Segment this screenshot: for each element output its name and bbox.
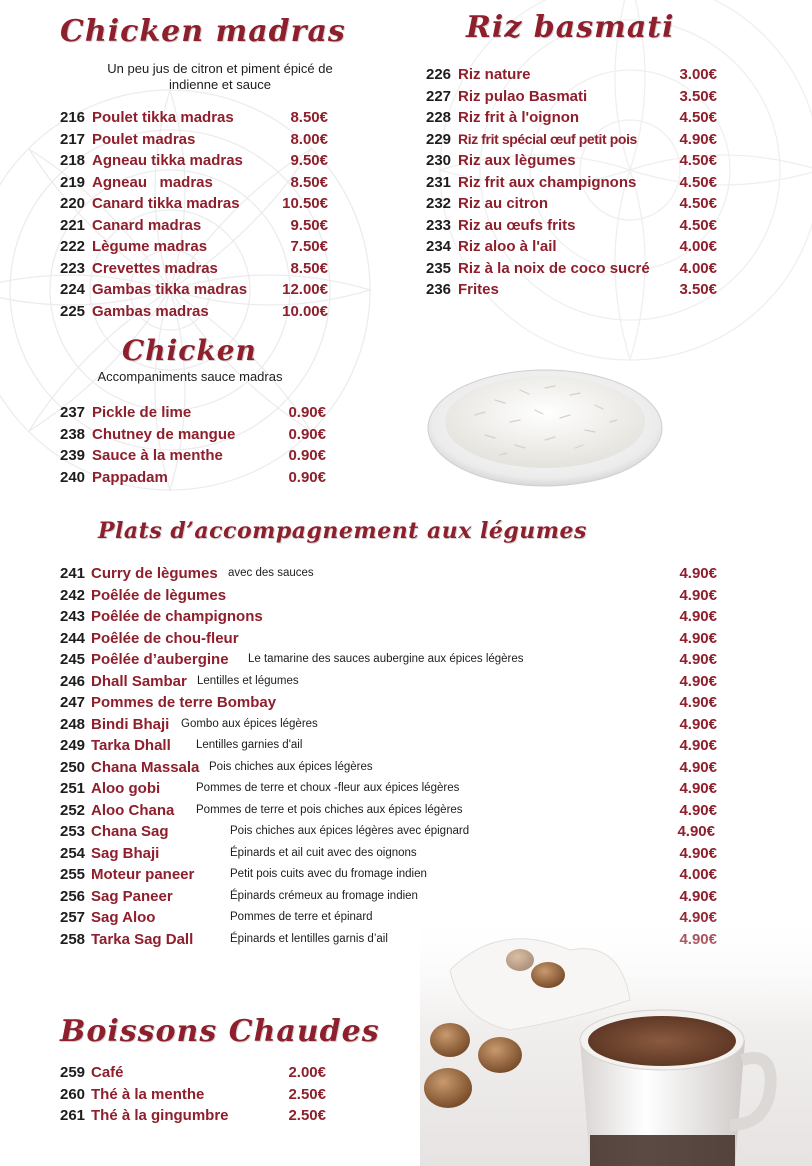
- menu-item: [60, 467, 326, 488]
- menu-item: [60, 585, 717, 606]
- item-description: Lentilles et légumes: [197, 674, 299, 687]
- chicken-madras-subtitle-line1: Un peu jus de citron et piment épicé de: [107, 61, 333, 76]
- item-name: Canard tikka madras: [92, 195, 240, 212]
- item-name: Riz frit spécial œuf petit pois: [458, 130, 637, 147]
- item-number: 237: [60, 404, 86, 421]
- item-name: Pommes de terre Bombay: [91, 694, 277, 711]
- item-number: 246: [60, 672, 86, 690]
- item-name: Riz aux lègumes: [458, 152, 576, 169]
- chicken-madras-subtitle-line2: indienne et sauce: [169, 77, 271, 92]
- item-name: Sag Paneer: [91, 887, 173, 905]
- item-price: 8.50€: [290, 173, 328, 191]
- item-price: 4.90€: [679, 130, 717, 148]
- menu-item: [60, 757, 717, 778]
- menu-item: [60, 258, 328, 279]
- legumes-title: Plats d’accompagnement aux légumes: [98, 518, 587, 544]
- item-number: 244: [60, 629, 86, 647]
- item-name: Aloo gobi: [91, 780, 161, 797]
- item-price: 2.50€: [288, 1085, 326, 1103]
- item-number: 259: [60, 1064, 86, 1081]
- item-price: 9.50€: [290, 152, 328, 169]
- item-number: 222: [60, 238, 86, 255]
- item-description: avec des sauces: [228, 567, 314, 579]
- rice-bowl-image: [425, 360, 665, 490]
- menu-item: [60, 843, 717, 864]
- item-name: Riz frit aux champignons: [458, 173, 637, 191]
- item-price: 4.90€: [679, 887, 717, 905]
- item-price: 4.90€: [677, 823, 715, 840]
- item-name: Curry de lègumes: [91, 565, 218, 582]
- item-number: 232: [426, 195, 452, 212]
- menu-item: [60, 628, 717, 649]
- item-number: 233: [426, 216, 452, 234]
- item-price: 4.50€: [679, 216, 717, 234]
- item-number: 261: [60, 1107, 86, 1124]
- menu-item: [426, 215, 717, 236]
- item-number: 216: [60, 109, 86, 126]
- item-number: 249: [60, 737, 86, 754]
- menu-item: [60, 671, 717, 692]
- item-name: Gambas tikka madras: [92, 281, 248, 298]
- item-number: 217: [60, 130, 86, 148]
- item-price: 4.90€: [679, 651, 717, 668]
- item-description: Petit pois cuits avec du fromage indien: [230, 868, 427, 880]
- item-name: Agneau madras: [92, 173, 213, 191]
- item-number: 257: [60, 909, 86, 926]
- item-number: 225: [60, 302, 86, 320]
- item-number: 245: [60, 651, 86, 668]
- item-name: Aloo Chana: [91, 801, 175, 819]
- item-price: 2.50€: [288, 1107, 326, 1124]
- menu-item: [426, 86, 717, 107]
- menu-item: [60, 606, 717, 627]
- item-price: 4.90€: [679, 608, 717, 625]
- menu-item: [60, 236, 328, 257]
- item-name: Tarka Sag Dall: [91, 930, 194, 948]
- item-price: 3.50€: [679, 87, 717, 105]
- item-description: Épinards et ail cuit avec des oignons: [230, 846, 417, 859]
- item-name: Frites: [458, 281, 499, 298]
- menu-item: [60, 735, 717, 756]
- item-name: Dhall Sambar: [91, 672, 187, 690]
- item-number: 243: [60, 608, 86, 625]
- item-name: Riz à la noix de coco sucré: [458, 259, 650, 277]
- menu-item: [60, 1084, 326, 1105]
- riz-basmati-title: Riz basmati: [466, 10, 675, 45]
- item-number: 223: [60, 259, 86, 277]
- item-number: 231: [426, 173, 452, 191]
- menu-item: [60, 193, 328, 214]
- item-number: 258: [60, 930, 86, 948]
- item-price: 0.90€: [288, 404, 326, 421]
- menu-item: [60, 301, 328, 322]
- item-price: 10.00€: [282, 302, 328, 320]
- item-description: Pois chiches aux épices légères: [209, 760, 373, 773]
- menu-item: [426, 129, 717, 150]
- item-name: Riz au œufs frits: [458, 216, 576, 234]
- item-number: 227: [426, 87, 452, 105]
- menu-item: [60, 800, 717, 821]
- boissons-title: Boissons Chaudes: [60, 1014, 380, 1049]
- item-name: Poêlée de champignons: [91, 608, 263, 625]
- item-price: 12.00€: [282, 281, 328, 298]
- chicken-madras-title: Chicken madras: [60, 14, 346, 49]
- item-price: 8.50€: [290, 109, 328, 126]
- item-number: 242: [60, 586, 86, 604]
- menu-item: [60, 1105, 326, 1126]
- item-price: 4.90€: [679, 844, 717, 862]
- menu-item: [60, 215, 328, 236]
- item-number: 219: [60, 173, 86, 191]
- item-number: 230: [426, 152, 452, 169]
- item-name: Pickle de lime: [92, 404, 192, 421]
- item-description: Pommes de terre et choux -fleur aux épices légères: [196, 782, 460, 794]
- item-name: Riz aloo à l'ail: [458, 238, 557, 255]
- item-number: 226: [426, 66, 452, 83]
- menu-item: [60, 402, 326, 423]
- menu-item: [60, 445, 326, 466]
- menu-item: [426, 172, 717, 193]
- item-name: Thé à la gingumbre: [91, 1107, 229, 1124]
- menu-item: [60, 107, 328, 128]
- item-number: 241: [60, 565, 86, 582]
- item-price: 4.90€: [679, 672, 717, 690]
- item-price: 4.00€: [679, 238, 717, 255]
- menu-item: [60, 714, 717, 735]
- menu-item: [60, 1062, 326, 1083]
- item-name: Gambas madras: [92, 302, 209, 320]
- item-price: 4.90€: [679, 715, 717, 733]
- item-price: 4.90€: [679, 694, 717, 711]
- item-price: 4.90€: [679, 780, 717, 797]
- item-price: 3.50€: [679, 281, 717, 298]
- menu-item: [60, 778, 717, 799]
- menu-item: [426, 193, 717, 214]
- menu-item: [60, 649, 717, 670]
- menu-item: [60, 821, 717, 842]
- item-name: Sag Bhaji: [91, 844, 160, 862]
- item-name: Moteur paneer: [91, 866, 195, 883]
- item-name: Riz nature: [458, 66, 531, 83]
- item-number: 218: [60, 152, 86, 169]
- item-name: Poêlée d’aubergine: [91, 651, 229, 668]
- item-name: Poulet madras: [92, 130, 196, 148]
- menu-item: [60, 692, 717, 713]
- item-number: 240: [60, 468, 86, 486]
- item-name: Crevettes madras: [92, 259, 218, 277]
- item-name: Riz frit à l'oignon: [458, 109, 580, 126]
- item-name: Tarka Dhall: [91, 737, 171, 754]
- item-price: 4.90€: [679, 801, 717, 819]
- item-price: 4.50€: [679, 109, 717, 126]
- item-price: 4.90€: [679, 737, 717, 754]
- item-number: 236: [426, 281, 452, 298]
- item-name: Poêlée de lègumes: [91, 586, 227, 604]
- chicken-subtitle: Accompaniments sauce madras: [97, 369, 283, 384]
- menu-item: [426, 150, 717, 171]
- item-name: Café: [91, 1064, 124, 1081]
- item-name: Thé à la menthe: [91, 1085, 205, 1103]
- menu-item: [60, 886, 717, 907]
- item-price: 4.50€: [679, 195, 717, 212]
- item-name: Pappadam: [92, 468, 168, 486]
- menu-item: [426, 279, 717, 300]
- menu-item: [60, 279, 328, 300]
- menu-item: [426, 258, 717, 279]
- menu-item: [60, 172, 328, 193]
- menu-item: [426, 64, 717, 85]
- item-description: Épinards et lentilles garnis d’ail: [230, 932, 388, 945]
- item-name: Riz au citron: [458, 195, 549, 212]
- item-description: Lentilles garnies d'ail: [196, 739, 303, 751]
- item-number: 220: [60, 195, 86, 212]
- item-number: 252: [60, 801, 86, 819]
- item-name: Lègume madras: [92, 238, 208, 255]
- item-number: 239: [60, 447, 86, 464]
- item-price: 4.00€: [679, 866, 717, 883]
- menu-item: [426, 107, 717, 128]
- item-number: 260: [60, 1085, 86, 1103]
- item-description: Le tamarine des sauces aubergine aux épices légères: [248, 653, 524, 665]
- item-number: 234: [426, 238, 452, 255]
- item-number: 238: [60, 425, 86, 443]
- menu-item: [60, 424, 326, 445]
- item-price: 4.50€: [679, 152, 717, 169]
- item-name: Sag Aloo: [91, 909, 156, 926]
- item-price: 8.50€: [290, 259, 328, 277]
- item-number: 251: [60, 780, 86, 797]
- item-number: 254: [60, 844, 86, 862]
- item-number: 221: [60, 216, 86, 234]
- item-name: Canard madras: [92, 216, 202, 234]
- item-price: 4.90€: [679, 586, 717, 604]
- item-name: Poulet tikka madras: [92, 109, 234, 126]
- item-price: 0.90€: [288, 447, 326, 464]
- item-name: Chana Massala: [91, 758, 200, 776]
- item-name: Agneau tikka madras: [92, 152, 243, 169]
- item-number: 247: [60, 694, 86, 711]
- chicken-title: Chicken: [122, 334, 257, 367]
- hot-chocolate-image: [420, 910, 812, 1166]
- item-name: Riz pulao Basmati: [458, 87, 588, 105]
- item-price: 10.50€: [282, 195, 328, 212]
- item-number: 224: [60, 281, 86, 298]
- item-description: Pommes de terre et épinard: [230, 911, 373, 923]
- item-number: 235: [426, 259, 452, 277]
- item-name: Poêlée de chou-fleur: [91, 629, 239, 647]
- item-number: 256: [60, 887, 86, 905]
- item-price: 4.90€: [679, 565, 717, 582]
- menu-item: [60, 864, 717, 885]
- item-price: 9.50€: [290, 216, 328, 234]
- item-number: 255: [60, 866, 86, 883]
- item-number: 228: [426, 109, 452, 126]
- item-name: Bindi Bhaji: [91, 715, 170, 733]
- menu-item: [60, 129, 328, 150]
- item-price: 3.00€: [679, 66, 717, 83]
- item-price: 4.90€: [679, 758, 717, 776]
- menu-item: [60, 150, 328, 171]
- item-description: Épinards crémeux au fromage indien: [230, 889, 418, 902]
- item-price: 8.00€: [290, 130, 328, 148]
- menu-item: [60, 563, 717, 584]
- item-name: Chutney de mangue: [92, 425, 236, 443]
- item-description: Pommes de terre et pois chiches aux épices légères: [196, 803, 463, 816]
- menu-item: [426, 236, 717, 257]
- item-price: 7.50€: [290, 238, 328, 255]
- item-number: 253: [60, 823, 86, 840]
- item-name: Chana Sag: [91, 823, 169, 840]
- item-price: 0.90€: [288, 468, 326, 486]
- item-name: Sauce à la menthe: [92, 447, 223, 464]
- item-price: 4.50€: [679, 173, 717, 191]
- item-price: 2.00€: [288, 1064, 326, 1081]
- item-description: Gombo aux épices légères: [181, 717, 318, 730]
- item-price: 4.90€: [679, 629, 717, 647]
- item-description: Pois chiches aux épices légères avec épignard: [230, 825, 470, 837]
- item-number: 250: [60, 758, 86, 776]
- item-number: 229: [426, 130, 452, 148]
- item-price: 0.90€: [288, 425, 326, 443]
- item-price: 4.00€: [679, 259, 717, 277]
- item-number: 248: [60, 715, 86, 733]
